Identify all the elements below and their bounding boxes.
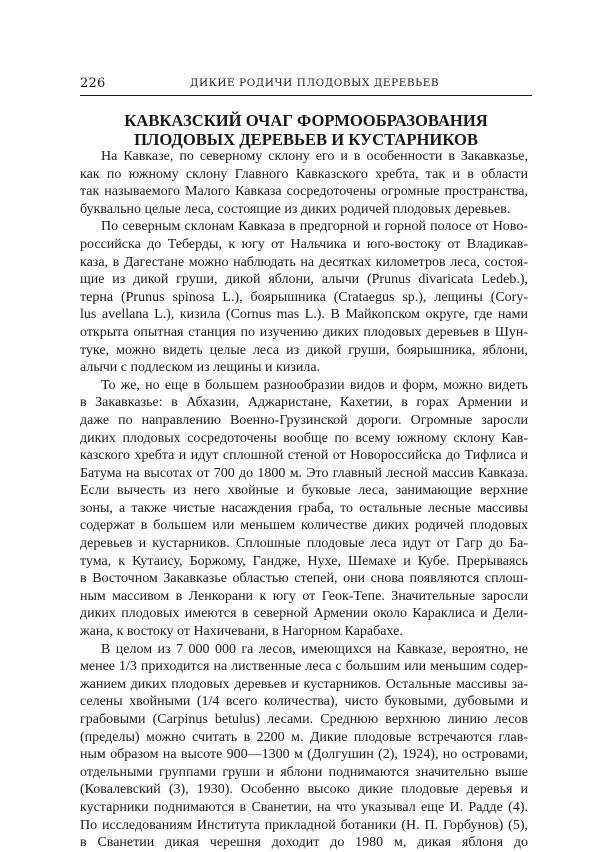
text-line: Батума на высотах от 700 до 1800 м. Это главный лесной массив Кавказа.	[80, 465, 528, 481]
paragraph-4	[80, 641, 528, 852]
text-line: диких плодовых имеются в северной Армении около Караклиса и Дели-	[80, 606, 528, 622]
header-rule	[80, 95, 532, 96]
paragraph-1	[80, 148, 528, 218]
text-line: По северным склонам Кавказа в предгорной и горной полосе от Ново-	[101, 219, 528, 235]
chapter-title	[80, 111, 532, 149]
text-line: жанием диких плодовых деревьев и кустарников. Остальные массивы за-	[80, 676, 528, 692]
text-line: жана, к востоку от Нахичевани, в Нагорном Карабахе.	[80, 624, 403, 640]
text-line: ным массивом в Ленкорани к югу от Геок-Тепе. Значительные заросли	[80, 588, 528, 604]
text-line: в Сванетии дикая черешня доходит до 1980 м, дикая яблоня до	[80, 835, 528, 851]
page-number: 226	[80, 76, 106, 91]
text-line: (пределы) можно считать в 2200 м. Дикие плодовые встречаются глав-	[80, 729, 528, 745]
text-line: щие из дикой груши, дикой яблони, алычи (Prunus divaricata Ledeb.),	[80, 272, 528, 288]
text-line: в Восточном Закавказье областью степей, они снова появляются сплош-	[80, 571, 528, 587]
text-line: менее 1/3 приходится на лиственные леса с большим или меньшим содер-	[80, 659, 528, 675]
text-line: В целом из 7 000 000 га лесов, имеющихся на Кавказе, вероятно, не	[101, 641, 528, 657]
paragraph-3	[80, 377, 528, 641]
text-line: так называемого Малого Кавказа сосредоточены огромные пространства,	[80, 184, 528, 200]
text-line: селены хвойными (1/4 всего количества), чисто буковыми, дубовыми и	[80, 694, 528, 710]
text-line: тума, к Кутаису, Боржому, Гандже, Нухе, Шемахе и Кубе. Прерываясь	[80, 553, 528, 569]
text-line: ным образом на высоте 900—1300 м (Долгушин (2), 1924), но островами,	[80, 747, 528, 763]
text-line: даже по направлению Военно-Грузинской дороги. Огромные заросли	[80, 412, 528, 428]
text-line: казского хребта и идут сплошной стеной от Новороссийска до Тифлиса и	[80, 448, 528, 464]
body-text	[80, 148, 528, 852]
running-head	[80, 76, 532, 94]
text-line: диких плодовых сосредоточены вообще по всему южному склону Кав-	[80, 430, 528, 446]
text-line: терна (Prunus spinosa L.), боярышника (Crataegus sp.), лещины (Cory-	[80, 289, 528, 305]
text-line: (Ковалевский (3), 1930). Особенно высоко дикие плодовые деревья и	[80, 782, 528, 798]
text-line: По исследованиям Института прикладной ботаники (Н. П. Горбунов) (5),	[80, 817, 528, 833]
text-line: отдельными группами груши и яблони поднимаются значительно выше	[80, 764, 528, 780]
text-line: российска до Теберды, к югу от Нальчика и юго-востоку от Владикав-	[80, 236, 528, 252]
text-line: алычи с подлеском из лещины и кизила.	[80, 360, 321, 376]
text-line: каза, в Дагестане можно наблюдать на десятках километров леса, состоя-	[80, 254, 528, 270]
text-line: в Закавказье: в Абхазии, Аджаристане, Кахетии, в горах Армении и	[80, 395, 528, 411]
text-line: На Кавказе, по северному склону его и в особенности в Закавказье,	[101, 149, 528, 164]
text-line: как по южному склону Главного Кавказского хребта, так и в области	[80, 166, 528, 182]
text-line: буквально целые леса, состоящие из диких родичей плодовых деревьев.	[80, 201, 511, 217]
text-line: открыта опытная станция по изучению диких плодовых деревьев в Шун-	[80, 324, 528, 340]
text-line: зоны, а также чистые насаждения граба, то остальные лесные массивы	[80, 500, 528, 516]
text-line: содержат в большем или меньшем количестве диких родичей плодовых	[80, 518, 528, 534]
text-line: То же, но еще в большем разнообразии видов и форм, можно видеть	[101, 377, 528, 393]
running-title: ДИКИЕ РОДИЧИ ПЛОДОВЫХ ДЕРЕВЬЕВ	[190, 77, 440, 89]
chapter-title-line: КАВКАЗСКИЙ ОЧАГ ФОРМООБРАЗОВАНИЯ	[124, 111, 488, 130]
chapter-title-line: ПЛОДОВЫХ ДЕРЕВЬЕВ И КУСТАРНИКОВ	[134, 130, 478, 149]
text-line: lus avellana L.), кизила (Cornus mas L.). В Майкопском округе, где нами	[80, 307, 528, 323]
text-line: грабовыми (Carpinus betulus) лесами. Среднюю верхнюю линию лесов	[80, 712, 528, 727]
text-line: туке, можно видеть целые леса из дикой груши, боярышника, яблони,	[80, 342, 528, 358]
text-line: деревьев и кустарников. Сплошные плодовые леса идут от Гагр до Ба-	[80, 536, 528, 552]
text-line: кустарники поднимаются в Сванетии, на что указывал еще И. Радде (4).	[80, 799, 528, 815]
text-line: Если вычесть из него хвойные и буковые леса, занимающие верхние	[80, 483, 528, 499]
paragraph-2	[80, 218, 528, 376]
